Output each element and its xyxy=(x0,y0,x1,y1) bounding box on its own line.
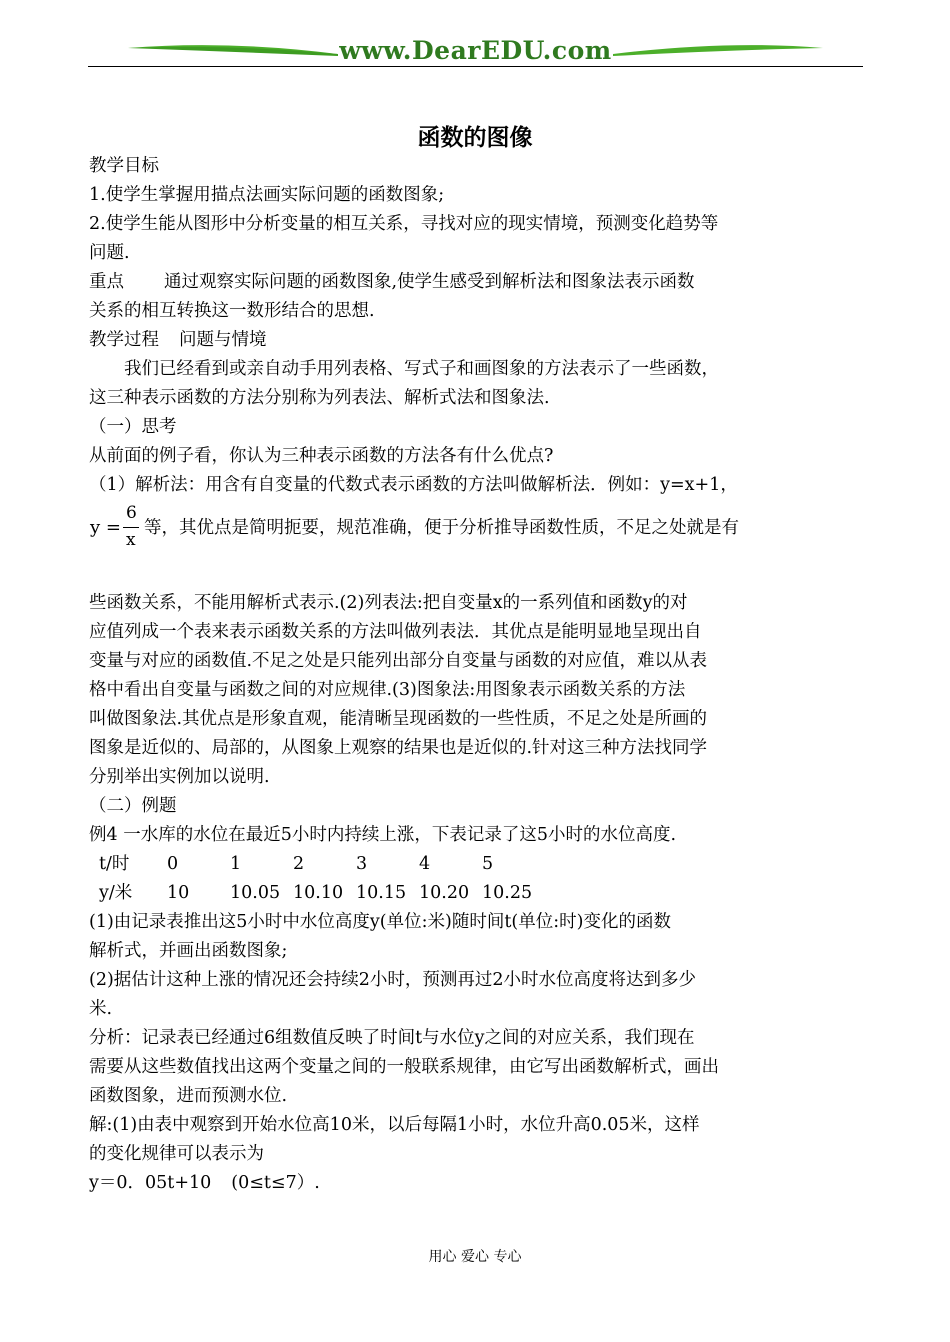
table-cell: 10.10 xyxy=(293,883,344,903)
table-cell: 5 xyxy=(482,854,494,874)
think-question: 从前面的例子看，你认为三种表示函数的方法各有什么优点? xyxy=(89,446,554,466)
process-label: 教学过程 xyxy=(89,330,159,350)
process-subtitle: 问题与情境 xyxy=(179,330,267,350)
example-4-statement: 例4 一水库的水位在最近5小时内持续上涨，下表记录了这5小时的水位高度. xyxy=(89,825,677,845)
table-row xyxy=(89,879,869,908)
paragraph-line-3: 些函数关系，不能用解析式表示.(2)列表法:把自变量x的一系列值和函数y的对 xyxy=(89,593,688,613)
analysis-line-1: 分析：记录表已经通过6组数值反映了时间t与水位y之间的对应关系，我们现在 xyxy=(89,1028,695,1048)
table-cell: y/米 xyxy=(99,883,133,903)
site-logo-text: www.DearEDU.com xyxy=(339,36,612,65)
question-2-line-2: 米. xyxy=(89,999,113,1019)
think-heading: （一）思考 xyxy=(89,417,177,437)
solution-line-1: 解:(1)由表中观察到开始水位高10米，以后每隔1小时，水位升高0.05米，这样 xyxy=(89,1115,700,1135)
process-heading xyxy=(89,326,869,355)
table-cell: 10.05 xyxy=(230,883,281,903)
table-cell: 1 xyxy=(230,854,242,874)
solution-formula xyxy=(89,1169,869,1198)
key-point-line-1 xyxy=(89,268,869,297)
objectives-heading: 教学目标 xyxy=(89,156,159,176)
example-heading: （二）例题 xyxy=(89,796,177,816)
solution-line-2: 的变化规律可以表示为 xyxy=(89,1144,264,1164)
fraction-numerator: 6 xyxy=(126,503,137,523)
objective-1: 1.使学生掌握用描点法画实际问题的函数图象; xyxy=(89,185,445,205)
table-cell: 3 xyxy=(356,854,368,874)
paragraph-line-7: 叫做图象法.其优点是形象直观，能清晰呈现函数的一些性质，不足之处是所画的 xyxy=(89,709,708,729)
table-cell: 10 xyxy=(167,883,190,903)
paragraph-line-6: 格中看出自变量与函数之间的对应规律.(3)图象法:用图象表示函数关系的方法 xyxy=(89,680,686,700)
key-point-line-2: 关系的相互转换这一数形结合的思想. xyxy=(89,301,375,321)
question-1-line-1: (1)由记录表推出这5小时中水位高度y(单位:米)随时间t(单位:时)变化的函数 xyxy=(89,912,671,932)
table-row xyxy=(89,850,869,879)
document-body xyxy=(89,152,869,1198)
key-point-label: 重点 xyxy=(89,272,124,292)
key-point-text: 通过观察实际问题的函数图象,使学生感受到解析法和图象法表示函数 xyxy=(164,272,695,292)
paragraph-line-1: （1）解析法：用含有自变量的代数式表示函数的方法叫做解析法．例如：y=x+1， xyxy=(89,475,738,495)
solution-equation: y＝0．05t+10 xyxy=(89,1173,212,1193)
table-cell: t/时 xyxy=(99,854,130,874)
table-cell: 4 xyxy=(419,854,431,874)
intro-line-1: 我们已经看到或亲自动手用列表格、写式子和画图象的方法表示了一些函数， xyxy=(124,359,719,379)
solution-domain: (0≤t≤7）. xyxy=(231,1173,320,1193)
intro-line-2: 这三种表示函数的方法分别称为列表法、解析式法和图象法. xyxy=(89,388,550,408)
question-2-line-1: (2)据估计这种上涨的情况还会持续2小时，预测再过2小时水位高度将达到多少 xyxy=(89,970,697,990)
spacer xyxy=(89,568,869,589)
paragraph-line-8: 图象是近似的、局部的，从图象上观察的结果也是近似的.针对这三种方法找同学 xyxy=(89,738,708,758)
table-cell: 2 xyxy=(293,854,305,874)
paragraph-line-2: 等，其优点是简明扼要，规范准确，便于分析推导函数性质，不足之处就是有 xyxy=(144,518,739,538)
paragraph-line-9: 分别举出实例加以说明. xyxy=(89,767,270,787)
question-1-line-2: 解析式，并画出函数图象; xyxy=(89,941,288,961)
formula-lhs: y = xyxy=(90,517,121,538)
fraction-bar xyxy=(123,527,139,528)
page-title: 函数的图像 xyxy=(417,125,533,151)
analysis-line-3: 函数图象，进而预测水位. xyxy=(89,1086,288,1106)
table-cell: 0 xyxy=(167,854,179,874)
header-divider xyxy=(88,66,863,67)
paragraph-line-5: 变量与对应的函数值.不足之处是只能列出部分自变量与函数的对应值，难以从表 xyxy=(89,651,708,671)
objective-2-line-1: 2.使学生能从图形中分析变量的相互关系，寻找对应的现实情境，预测变化趋势等 xyxy=(89,214,719,234)
analysis-line-2: 需要从这些数值找出这两个变量之间的一般联系规律，由它写出函数解析式，画出 xyxy=(89,1057,719,1077)
objective-2-line-2: 问题. xyxy=(89,243,130,263)
table-cell: 10.15 xyxy=(356,883,407,903)
paragraph-line-4: 应值列成一个表来表示函数关系的方法叫做列表法．其优点是能明显地呈现出自 xyxy=(89,622,702,642)
fraction-formula-line xyxy=(89,500,869,568)
page-footer: 用心 爱心 专心 xyxy=(428,1249,522,1265)
site-header-logo xyxy=(88,30,863,70)
table-cell: 10.20 xyxy=(419,883,470,903)
fraction-denominator: x xyxy=(126,530,136,550)
table-cell: 10.25 xyxy=(482,883,533,903)
